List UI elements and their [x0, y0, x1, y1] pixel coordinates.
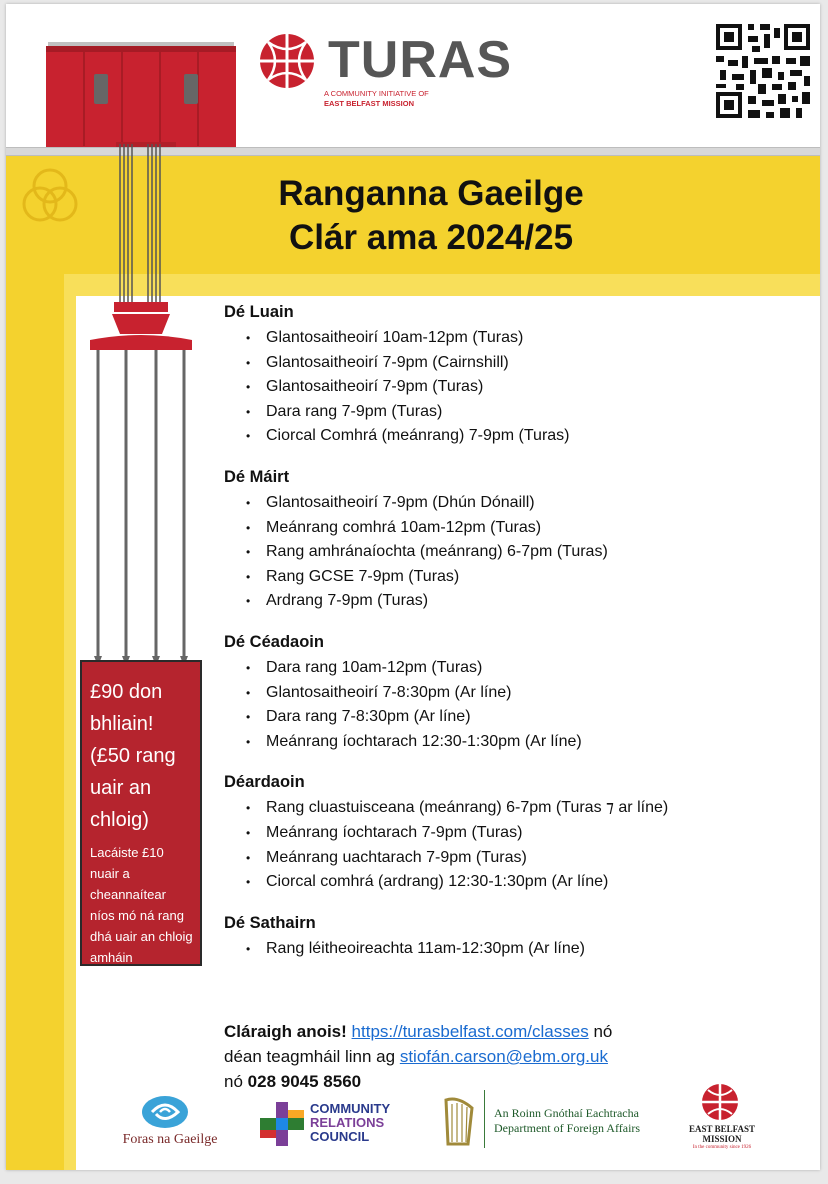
class-item: • Meánrang íochtarach 12:30-1:30pm (Ar líne) — [224, 730, 814, 755]
price-line: £90 don — [90, 681, 163, 703]
day-heading: Dé Sathairn — [224, 913, 316, 932]
east-belfast-mission-logo-icon — [700, 1082, 740, 1122]
phone-number: 028 9045 8560 — [247, 1072, 362, 1091]
or-text: nó — [593, 1022, 613, 1041]
day-block-tuesday — [224, 467, 814, 614]
class-item: • Glantosaitheoirí 10am-12pm (Turas) — [224, 326, 814, 351]
title-line-1: Ranganna Gaeilge — [278, 174, 584, 213]
day-heading: Dé Céadaoin — [224, 632, 324, 651]
day-heading: Dé Luain — [224, 303, 294, 321]
poster — [6, 4, 820, 1170]
east-belfast-mission-text: EAST BELFAST MISSION In the community since 1926 — [689, 1124, 755, 1150]
class-item: • Glantosaitheoirí 7-8:30pm (Ar líne) — [224, 681, 814, 706]
turas-logo-icon — [258, 32, 316, 90]
celtic-knot-icon — [22, 166, 78, 230]
class-item: • Ciorcal comhrá (ardrang) 12:30-1:30pm (Ar líne) — [224, 870, 814, 895]
class-item: • Ardrang 7-9pm (Turas) — [224, 589, 814, 614]
harp-icon — [438, 1094, 478, 1150]
email-link[interactable]: stiofán.carson@ebm.org.uk — [399, 1047, 608, 1066]
yellow-inner-left — [64, 296, 76, 1170]
turas-logo-text: TURAS — [328, 31, 513, 89]
class-item: • Rang GCSE 7-9pm (Turas) — [224, 565, 814, 590]
qr-code-icon[interactable] — [712, 20, 814, 122]
class-item: • Dara rang 7-9pm (Turas) — [224, 400, 814, 425]
turas-logo-subtitle: A COMMUNITY INITIATIVE OF EAST BELFAST MISSION — [324, 89, 429, 108]
class-item: • Rang cluastuisceana (meánrang) 6-7pm (Turas ⁊ ar líne) — [224, 796, 814, 821]
or-text: nó — [224, 1072, 243, 1091]
title-line-2: Clár ama 2024/25 — [288, 218, 574, 257]
day-block-thursday — [224, 772, 814, 894]
class-item: • Dara rang 7-8:30pm (Ar líne) — [224, 705, 814, 730]
day-block-saturday — [224, 913, 814, 962]
day-block-wednesday — [224, 632, 814, 754]
class-item: • Rang amhránaíochta (meánrang) 6-7pm (Turas) — [224, 540, 814, 565]
community-relations-council-logo-icon — [260, 1102, 304, 1146]
class-item: • Glantosaitheoirí 7-9pm (Turas) — [224, 375, 814, 400]
price-line: uair an — [90, 777, 152, 799]
price-line: chloig) — [90, 809, 149, 831]
yellow-band-left — [6, 274, 64, 1170]
class-schedule — [224, 302, 814, 979]
class-item: • Dara rang 10am-12pm (Turas) — [224, 656, 814, 681]
class-item: • Meánrang uachtarach 7-9pm (Turas) — [224, 846, 814, 871]
class-item: • Glantosaitheoirí 7-9pm (Cairnshill) — [224, 351, 814, 376]
class-item: • Glantosaitheoirí 7-9pm (Dhún Dónaill) — [224, 491, 814, 516]
foras-na-gaeilge-text: Foras na Gaeilge — [122, 1132, 218, 1147]
price-line: (£50 rang — [90, 745, 176, 767]
day-block-monday — [224, 302, 814, 449]
register-label: Cláraigh anois! — [224, 1022, 347, 1041]
price-box — [80, 660, 202, 966]
day-heading: Déardaoin — [224, 773, 305, 792]
price-line: bhliain! — [90, 713, 154, 735]
footer-divider — [484, 1090, 485, 1148]
discount-note: Lacáiste £10 nuair a cheannaítear níos mó ná rang dhá uair an chloig amháin — [90, 845, 193, 965]
day-heading: Dé Máirt — [224, 467, 290, 486]
class-item: • Meánrang íochtarach 7-9pm (Turas) — [224, 821, 814, 846]
page-title — [186, 172, 676, 260]
class-item: • Ciorcal Comhrá (meánrang) 7-9pm (Turas) — [224, 424, 814, 449]
class-item: • Meánrang comhrá 10am-12pm (Turas) — [224, 516, 814, 541]
community-relations-council-text: COMMUNITY RELATIONS COUNCIL — [310, 1101, 391, 1144]
register-link[interactable]: https://turasbelfast.com/classes — [351, 1022, 589, 1041]
class-item: • Rang léitheoireachta 11am-12:30pm (Ar líne) — [224, 937, 814, 962]
contact-text: déan teagmháil linn ag — [224, 1047, 396, 1066]
foreign-affairs-text: An Roinn Gnóthaí Eachtracha Department of Foreign Affairs — [494, 1106, 641, 1135]
foras-na-gaeilge-logo-icon — [140, 1094, 190, 1130]
